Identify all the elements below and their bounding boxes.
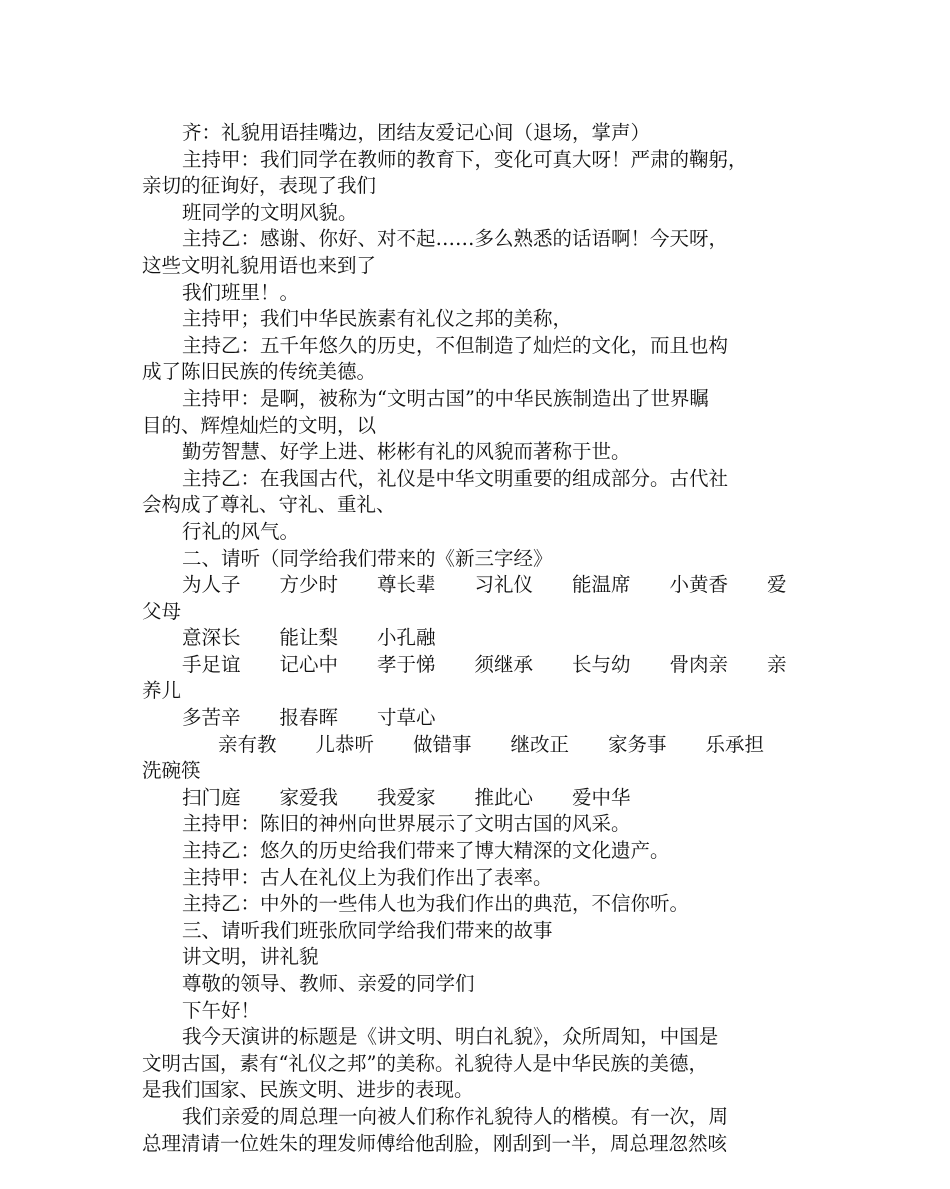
verse-line: 洗碗筷 [142, 759, 201, 783]
speech-greeting: 下午好！ [182, 998, 261, 1022]
paragraph-line: 这些文明礼貌用语也来到了 [142, 253, 377, 277]
verse-line: 养儿 [142, 679, 182, 703]
paragraph-line: 主持甲：是啊，被称为“文明古国”的中华民族制造出了世界瞩 [182, 386, 709, 410]
section-heading: 三、请听我们班张欣同学给我们带来的故事 [182, 918, 553, 942]
paragraph-line: 主持乙：中外的一些伟人也为我们作出的典范，不信你听。 [182, 892, 690, 916]
paragraph-line: 行礼的风气。 [182, 519, 300, 543]
paragraph-line: 主持乙：感谢、你好、对不起……多么熟悉的话语啊！今天呀， [182, 227, 729, 251]
paragraph-line: 主持乙：在我国古代，礼仪是中华文明重要的组成部分。古代社 [182, 466, 729, 490]
paragraph-line: 我们班里！。 [182, 280, 300, 304]
paragraph-line: 勤劳智慧、好学上进、彬彬有礼的风貌而著称于世。 [182, 440, 631, 464]
section-heading: 二、请听（同学给我们带来的《新三字经》 [182, 546, 553, 570]
verse-line: 扫门庭 家爱我 我爱家 推此心 爱中华 [182, 785, 631, 809]
paragraph-line: 主持乙：五千年悠久的历史，不但制造了灿烂的文化，而且也构 [182, 333, 729, 357]
paragraph-line: 文明古国，素有“礼仪之邦”的美称。礼貌待人是中华民族的美德， [142, 1051, 708, 1075]
speech-greeting: 尊敬的领导、教师、亲爱的同学们 [182, 972, 475, 995]
paragraph-line: 齐：礼貌用语挂嘴边，团结友爱记心间（退场，掌声） [182, 121, 651, 144]
verse-line: 多苦辛 报春晖 寸草心 [182, 706, 436, 730]
paragraph-line: 主持甲：我们同学在教师的教育下，变化可真大呀！严肃的鞠躬， [182, 147, 748, 171]
paragraph-line: 目的、辉煌灿烂的文明，以 [142, 413, 377, 437]
paragraph-line: 我今天演讲的标题是《讲文明、明白礼貌》，众所周知，中国是 [182, 1025, 719, 1049]
paragraph-line: 主持甲：古人在礼仪上为我们作出了表率。 [182, 865, 553, 889]
paragraph-line: 会构成了尊礼、守礼、重礼、 [142, 493, 396, 517]
paragraph-line: 成了陈旧民族的传统美德。 [142, 360, 377, 384]
verse-line: 亲有教 儿恭听 做错事 继改正 家务事 乐承担 [218, 732, 765, 756]
verse-line: 父母 [142, 599, 182, 623]
document-body [142, 120, 818, 1157]
paragraph-line: 我们亲爱的周总理一向被人们称作礼貌待人的楷模。有一次，周 [182, 1104, 729, 1128]
paragraph-line: 亲切的征询好，表现了我们 [142, 174, 377, 198]
paragraph-line: 主持甲；我们中华民族素有礼仪之邦的美称， [182, 307, 573, 331]
paragraph-line: 主持甲：陈旧的神州向世界展示了文明古国的风采。 [182, 812, 631, 836]
verse-line: 意深长 能让梨 小孔融 [182, 626, 436, 650]
paragraph-line: 主持乙：悠久的历史给我们带来了博大精深的文化遗产。 [182, 839, 670, 863]
paragraph-line: 班同学的文明风貌。 [182, 200, 358, 224]
speech-title: 讲文明，讲礼貌 [182, 945, 319, 969]
verse-line: 为人子 方少时 尊长辈 习礼仪 能温席 小黄香 爱 [182, 573, 787, 597]
paragraph-line: 总理清请一位姓朱的理发师傅给他刮脸，刚刮到一半，周总理忽然咳 [142, 1131, 728, 1155]
paragraph-line: 是我们国家、民族文明、进步的表现。 [142, 1078, 474, 1102]
verse-line: 手足谊 记心中 孝于悌 须继承 长与幼 骨肉亲 亲 [182, 652, 787, 676]
